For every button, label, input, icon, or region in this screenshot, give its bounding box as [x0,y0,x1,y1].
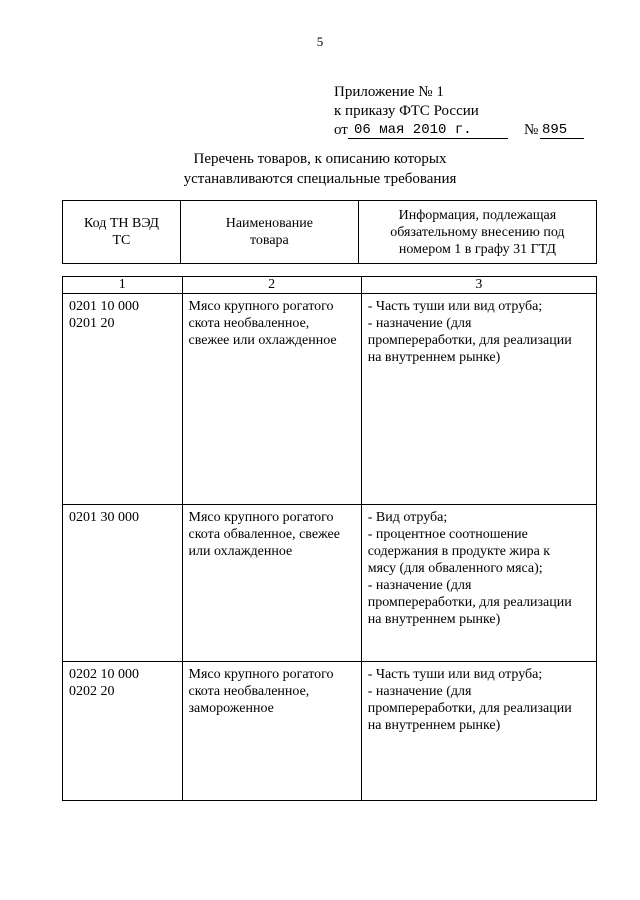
table-row [63,505,597,662]
order-number: 895 [540,121,584,139]
appendix-line-2: к приказу ФТС России [334,103,479,119]
column-number: 1 [63,277,183,294]
header-table [62,200,597,264]
table-row [63,662,597,801]
goods-name: Мясо крупного рогатого скота обваленное, свежее или охлажденное [182,505,361,662]
date-prefix: от [334,122,348,138]
header-info: Информация, подлежащая обязательному внесению под номером 1 в графу 31 ГТД [358,201,596,264]
column-number-row [63,277,597,294]
document-title-line-1: Перечень товаров, к описанию которых [193,151,447,167]
goods-code: 0202 10 000 0202 20 [63,662,183,801]
order-number-label: № [524,122,539,138]
table-row [63,294,597,505]
header-code: Код ТН ВЭД ТС [63,201,181,264]
column-number: 2 [182,277,361,294]
document-title-line-2: устанавливаются специальные требования [183,171,457,187]
document-title [0,149,640,189]
goods-name: Мясо крупного рогатого скота необваленное, свежее или охлажденное [182,294,361,505]
page-number: 5 [316,34,324,49]
order-date-line [334,121,568,140]
goods-info: - Вид отруба; - процентное соотношение содержания в продукте жира к мясу (для обваленного мяса); - назначение (для промпереработки, для реализации на внутреннем рынке) [361,505,596,662]
goods-code: 0201 30 000 [63,505,183,662]
goods-table [62,276,597,801]
goods-info: - Часть туши или вид отруба; - назначение (для промпереработки, для реализации на внутреннем рынке) [361,662,596,801]
order-date: 06 мая 2010 г. [348,121,508,139]
header-row [63,201,597,264]
header-name: Наименование товара [180,201,358,264]
goods-name: Мясо крупного рогатого скота необваленное, замороженное [182,662,361,801]
goods-info: - Часть туши или вид отруба; - назначение (для промпереработки, для реализации на внутреннем рынке) [361,294,596,505]
appendix-block [334,83,568,140]
column-number: 3 [361,277,596,294]
goods-code: 0201 10 000 0201 20 [63,294,183,505]
appendix-line-1: Приложение № 1 [334,84,444,100]
